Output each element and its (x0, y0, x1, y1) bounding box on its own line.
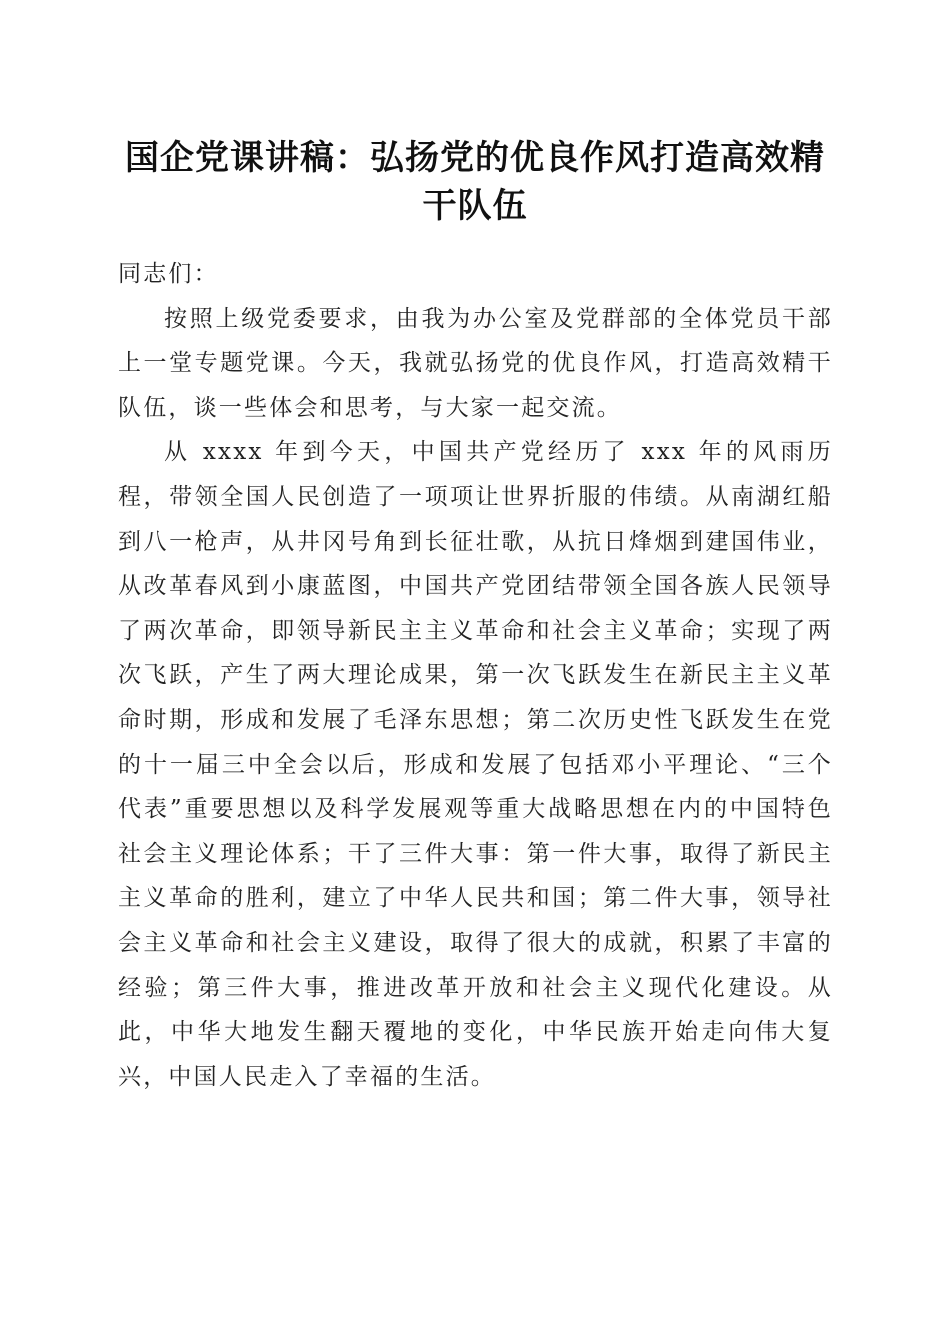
salutation: 同志们： (118, 261, 219, 287)
paragraph-intro: 按照上级党委要求，由我为办公室及党群部的全体党员干部上一堂专题党课。今天，我就弘扬党的优良作风，打造高效精干队伍，谈一些体会和思考，与大家一起交流。 (118, 305, 833, 421)
paragraph-history: 从 xxxx 年到今天，中国共产党经历了 xxx 年的风雨历程，带领全国人民创造了一项项让世界折服的伟绩。从南湖红船到八一枪声，从井冈号角到长征壮歌，从抗日烽烟到建国伟业，从改革春风到小康蓝图，中国共产党团结带领全国各族人民领导了两次革命，即领导新民主主义革命和社会主义革命；实现了两次飞跃，产生了两大理论成果，第一次飞跃发生在新民主主义革命时期，形成和发展了毛泽东思想；第二次历史性飞跃发生在党的十一届三中全会以后，形成和发展了包括邓小平理论、“三个代表”重要思想以及科学发展观等重大战略思想在内的中国特色社会主义理论体系；干了三件大事：第一件大事，取得了新民主主义革命的胜利，建立了中华人民共和国；第二件大事，领导社会主义革命和社会主义建设，取得了很大的成就，积累了丰富的经验；第三件大事，推进改革开放和社会主义现代化建设。从此，中华大地发生翻天覆地的变化，中华民族开始走向伟大复兴，中国人民走入了幸福的生活。 (118, 439, 833, 1090)
document-body (118, 252, 833, 1099)
document-title: 国企党课讲稿：弘扬党的优良作风打造高效精干队伍 (125, 138, 825, 226)
